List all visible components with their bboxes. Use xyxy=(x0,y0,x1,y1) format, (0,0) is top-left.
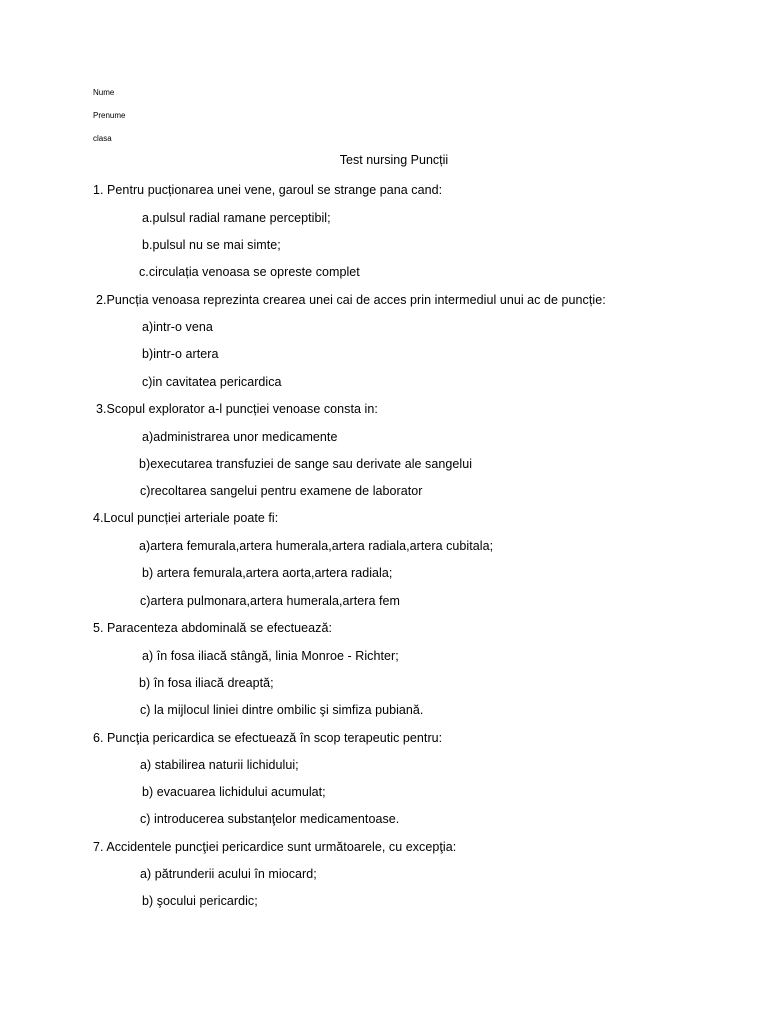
question-6-answer-a: a) stabilirea naturii lichidului; xyxy=(140,758,299,772)
question-7-answer-a: a) pătrunderii acului în miocard; xyxy=(140,867,317,881)
question-5: 5. Paracenteza abdominală se efectuează: xyxy=(93,621,332,635)
question-6: 6. Puncţia pericardica se efectuează în scop terapeutic pentru: xyxy=(93,731,443,745)
question-5-answer-b: b) în fosa iliacă dreaptă; xyxy=(139,676,274,690)
question-4-answer-b: b) artera femurala,artera aorta,artera radiala; xyxy=(142,566,393,580)
question-1-answer-b: b.pulsul nu se mai simte; xyxy=(142,238,281,252)
question-3: 3.Scopul explorator a-l puncției venoase consta in: xyxy=(96,402,378,416)
question-2: 2.Puncția venoasa reprezinta crearea unei cai de acces prin intermediul unui ac de puncție: xyxy=(96,293,606,307)
question-1-answer-c: c.circulația venoasa se opreste complet xyxy=(139,265,360,279)
question-5-answer-a: a) în fosa iliacă stângă, linia Monroe - Richter; xyxy=(142,649,399,663)
question-2-answer-a: a)intr-o vena xyxy=(142,320,213,334)
question-3-answer-b: b)executarea transfuziei de sange sau derivate ale sangelui xyxy=(139,457,473,471)
question-1: 1. Pentru pucționarea unei vene, garoul se strange pana cand: xyxy=(93,183,443,197)
header-clasa: clasa xyxy=(93,134,112,143)
question-6-answer-c: c) introducerea substanţelor medicamentoase. xyxy=(140,812,400,826)
question-4-answer-a: a)artera femurala,artera humerala,artera radiala,artera cubitala; xyxy=(139,539,494,553)
question-5-answer-c: c) la mijlocul liniei dintre ombilic şi simfiza pubiană. xyxy=(140,703,424,717)
page-title: Test nursing Puncții xyxy=(339,153,449,167)
question-4-answer-c: c)artera pulmonara,artera humerala,artera fem xyxy=(140,594,401,608)
question-7-answer-b: b) şocului pericardic; xyxy=(142,894,258,908)
question-1-answer-a: a.pulsul radial ramane perceptibil; xyxy=(142,211,331,225)
header-prenume: Prenume xyxy=(93,111,126,120)
header-nume: Nume xyxy=(93,88,115,97)
question-3-answer-c: c)recoltarea sangelui pentru examene de laborator xyxy=(140,484,423,498)
question-6-answer-b: b) evacuarea lichidului acumulat; xyxy=(142,785,326,799)
question-2-answer-b: b)intr-o artera xyxy=(142,347,219,361)
question-3-answer-a: a)administrarea unor medicamente xyxy=(142,430,338,444)
question-2-answer-c: c)in cavitatea pericardica xyxy=(142,375,282,389)
question-4: 4.Locul puncției arteriale poate fi: xyxy=(93,511,279,525)
question-7: 7. Accidentele puncţiei pericardice sunt următoarele, cu excepţia: xyxy=(93,840,457,854)
